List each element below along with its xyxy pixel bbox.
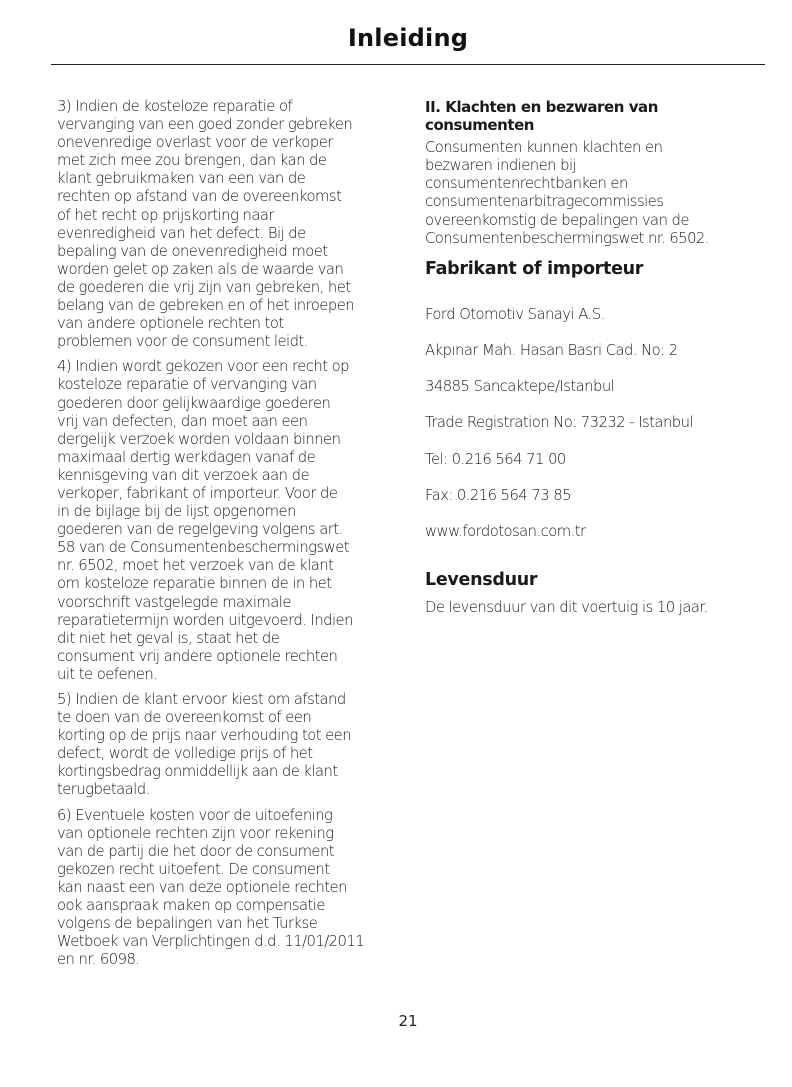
telephone: Tel: 0.216 564 71 00 xyxy=(425,450,566,468)
lifespan-heading: Levensduur xyxy=(425,570,538,591)
lifespan-text: De levensduur van dit voertuig is 10 jaar. xyxy=(425,599,708,617)
paragraph-3: 3) Indien de kosteloze reparatie of vervanging van een goed zonder gebreken onevenredige overlast voor de verkoper met zich mee zou brengen, dan kan de klant gebruikmaken van een van de rechten op afstand van de overeenkomst of het recht op prijskorting naar evenredigheid van het defect. Bij de bepaling van de onevenredigheid moet worden gelet op zaken als de waarde van de goederen die vrij zijn van gebreken, het belang van de gebreken en of het inroepen van andere optionele rechten tot problemen voor de consument leidt. xyxy=(57,98,355,351)
fax: Fax: 0.216 564 73 85 xyxy=(425,486,572,504)
complaints-text: Consumenten kunnen klachten en bezwaren indienen bij consumentenrechtbanken en consumentenarbitragecommissies overeenkomstig de bepalingen van de Consumentenbeschermingswet nr. 6502. xyxy=(425,139,709,247)
paragraph-5: 5) Indien de klant ervoor kiest om afstand te doen van de overeenkomst of een korting op de prijs naar verhouding tot een defect, wordt de volledige prijs of het kortingsbedrag onmiddellijk aan de klant terugbetaald. xyxy=(57,691,352,799)
paragraph-4: 4) Indien wordt gekozen voor een recht op kosteloze reparatie of vervanging van goederen door gelijkwaardige goederen vrij van defecten, dan moet aan een dergelijk verzoek worden voldaan binnen maximaal dertig werkdagen vanaf de kennisgeving van dit verzoek aan de verkoper, fabrikant of importeur. Voor de in de bijlage bij de lijst opgenomen goederen van de regelgeving volgens art. 58 van de Consumentenbeschermingswet nr. 6502, moet het verzoek van de klant om kosteloze reparatie binnen de in het voorschrift vastgelegde maximale reparatietermijn worden uitgevoerd. Indien dit niet het geval is, staat het de consument vrij andere optionele rechten uit te oefenen. xyxy=(57,358,353,683)
website-link: www.fordotosan.com.tr xyxy=(425,522,586,540)
postal-city: 34885 Sancaktepe/Istanbul xyxy=(425,378,615,396)
header-divider xyxy=(51,64,765,65)
page-number: 21 xyxy=(398,1012,418,1030)
manufacturer-heading: Fabrikant of importeur xyxy=(425,258,644,279)
complaints-heading: II. Klachten en bezwaren van consumenten xyxy=(425,98,658,135)
right-column xyxy=(425,98,770,624)
company-name: Ford Otomotiv Sanayi A.S. xyxy=(425,305,605,323)
left-column xyxy=(57,98,397,976)
trade-registration: Trade Registration No: 73232 - Istanbul xyxy=(425,414,694,432)
manufacturer-address xyxy=(425,288,770,559)
street-address: Akpınar Mah. Hasan Basri Cad. No: 2 xyxy=(425,342,678,360)
paragraph-6: 6) Eventuele kosten voor de uitoefening van optionele rechten zijn voor rekening van de partij die het door de consument gekozen recht uitoefent. De consument kan naast een van deze optionele rechten ook aanspraak maken op compensatie volgens de bepalingen van het Turkse Wetboek van Verplichtingen d.d. 11/01/2011 en nr. 6098. xyxy=(57,806,365,969)
page-title: Inleiding xyxy=(347,24,469,52)
